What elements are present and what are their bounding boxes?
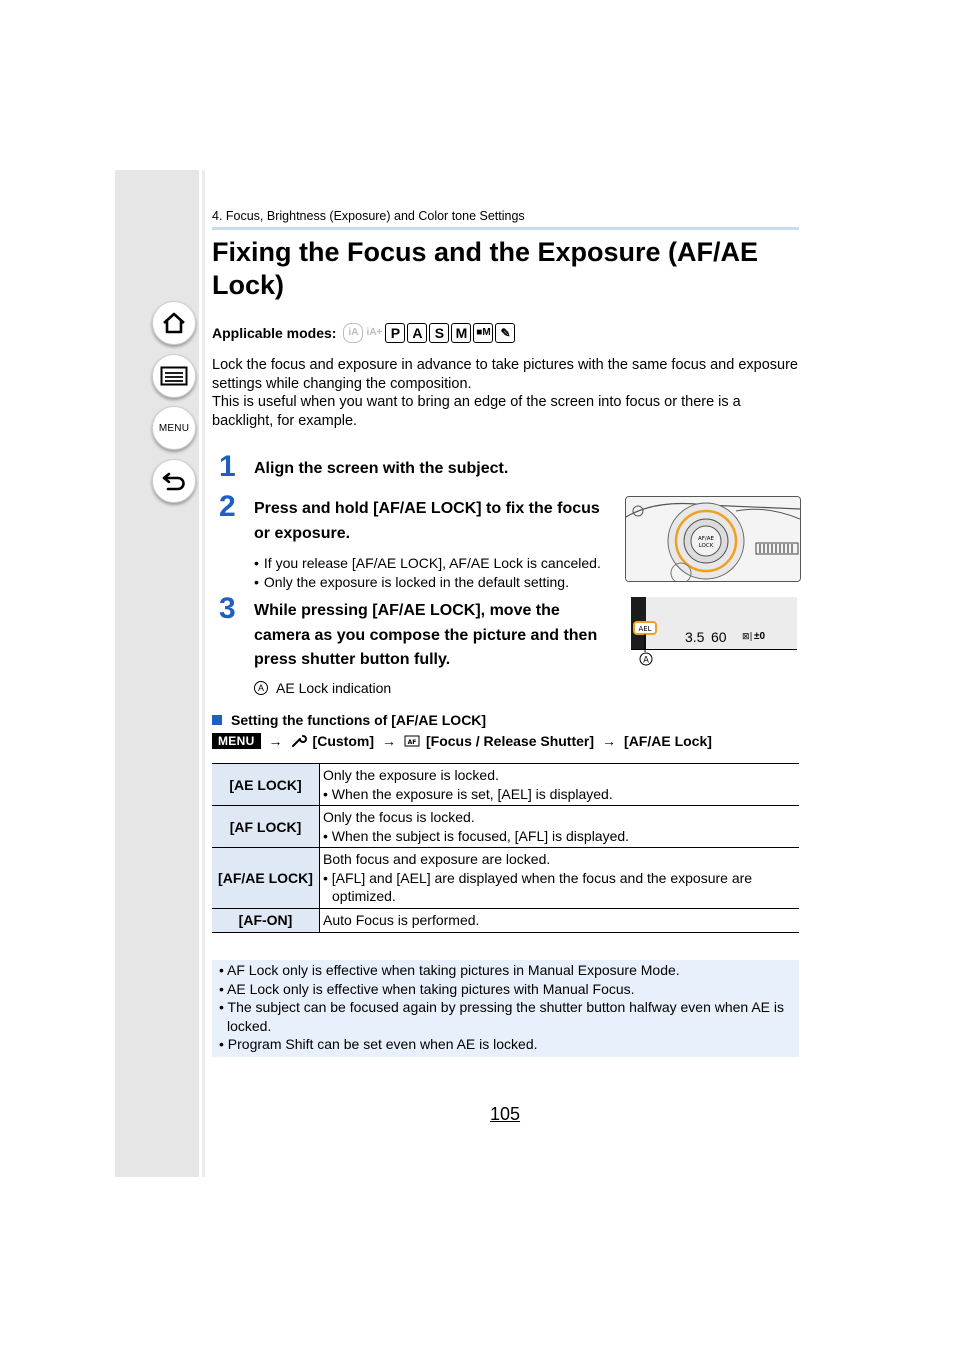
af-ae-lock-button-illustration <box>625 496 801 582</box>
ae-lock-screen-illustration <box>631 597 797 666</box>
table-row <box>212 806 799 848</box>
aperture-value: 3.5 <box>685 629 705 645</box>
note-item: • The subject can be focused again by pressing the shutter button halfway even when AE is locked. <box>219 999 785 1034</box>
wrench-icon <box>291 734 307 748</box>
ael-indicator: AEL <box>638 625 652 633</box>
step-1-text: Align the screen with the subject. <box>254 460 509 477</box>
page-number: 105 <box>490 1104 521 1124</box>
menu-path-focus-release: [Focus / Release Shutter] <box>425 733 595 749</box>
focus-menu-icon <box>404 734 420 748</box>
mode-movie-m-icon: ■M <box>473 323 493 343</box>
screen-marker: A <box>643 655 649 666</box>
home-button[interactable] <box>152 301 196 345</box>
contents-button[interactable] <box>152 354 196 398</box>
menu-path-af-ae-lock: [AF/AE Lock] <box>624 733 712 749</box>
square-bullet-icon <box>212 715 222 725</box>
menu-label: MENU <box>158 422 190 434</box>
note-item: • AE Lock only is effective when taking pictures with Manual Focus. <box>219 980 635 997</box>
table-value-note: • [AFL] and [AEL] are displayed when the focus and the exposure are optimized. <box>323 869 753 904</box>
button-label-line-1: AF/AE <box>697 536 715 542</box>
shutter-value: 60 <box>711 629 727 645</box>
step-2-bullet-2: • Only the exposure is locked in the default setting. <box>254 574 569 590</box>
table-key: [AF-ON] <box>212 908 320 932</box>
settings-table <box>212 763 799 933</box>
menu-path-custom: [Custom] <box>312 733 374 749</box>
applicable-modes <box>212 323 515 343</box>
intro-paragraph-1: Lock the focus and exposure in advance to take pictures with the same focus and exposure settings while changing the composition. <box>212 357 798 392</box>
mode-a-icon: A <box>407 323 427 343</box>
breadcrumb-rule <box>212 227 799 230</box>
button-label-line-2: LOCK <box>698 543 714 549</box>
breadcrumb: 4. Focus, Brightness (Exposure) and Color tone Settings <box>212 209 525 223</box>
exposure-value: ±0 <box>754 631 766 642</box>
list-icon <box>160 366 188 386</box>
sidebar-divider <box>202 170 205 1177</box>
menu-badge: MENU <box>212 733 261 749</box>
menu-list-button[interactable] <box>152 406 196 450</box>
notes-box <box>212 960 799 1057</box>
applicable-modes-label: Applicable modes: <box>212 325 337 341</box>
note-item: • AF Lock only is effective when taking pictures in Manual Exposure Mode. <box>219 962 680 978</box>
step-2-text: Press and hold [AF/AE LOCK] to fix the focus or exposure. <box>254 500 600 542</box>
menu-path <box>212 733 712 749</box>
mode-p-icon: P <box>385 323 405 343</box>
svg-text:AF: AF <box>407 739 417 746</box>
table-key: [AF LOCK] <box>212 806 320 848</box>
mode-creative-icon: ✎ <box>495 323 515 343</box>
mode-ia-icon: iA <box>343 323 363 343</box>
menu-path-arrow: → <box>602 733 617 749</box>
table-value: Both focus and exposure are locked. <box>323 851 551 867</box>
section-heading: Setting the functions of [AF/AE LOCK] <box>212 712 486 728</box>
back-arrow-icon <box>161 470 187 492</box>
ae-lock-annotation <box>254 680 391 696</box>
page-title: Fixing the Focus and the Exposure (AF/AE Lock) <box>212 237 759 300</box>
step-2-number: 2 <box>219 490 236 523</box>
step-1-number: 1 <box>219 450 236 483</box>
table-row <box>212 908 799 932</box>
table-key: [AF/AE LOCK] <box>212 848 320 909</box>
mode-m-icon: M <box>451 323 471 343</box>
step-3-text: While pressing [AF/AE LOCK], move the camera as you compose the picture and then press shutter button fully. <box>254 602 598 668</box>
table-value: Auto Focus is performed. <box>323 911 480 928</box>
svg-text:⊠|: ⊠| <box>742 632 753 642</box>
table-value: Only the exposure is locked. <box>323 767 499 783</box>
annotation-text: AE Lock indication <box>276 680 392 696</box>
menu-path-arrow: → <box>381 733 396 749</box>
table-row <box>212 848 799 909</box>
table-key: [AE LOCK] <box>212 764 320 806</box>
mode-s-icon: S <box>429 323 449 343</box>
home-icon <box>161 311 187 335</box>
step-3-number: 3 <box>219 592 236 625</box>
table-value-note: • When the exposure is set, [AEL] is displayed. <box>323 785 613 802</box>
mode-ia-plus-icon: iA+ <box>366 327 383 338</box>
back-button[interactable] <box>152 459 196 503</box>
table-value: Only the focus is locked. <box>323 809 475 825</box>
table-value-note: • When the subject is focused, [AFL] is displayed. <box>323 827 630 844</box>
menu-path-arrow: → <box>268 733 283 749</box>
intro-paragraph-2: This is useful when you want to bring an edge of the screen into focus or there is a backlight, for example. <box>212 394 741 429</box>
note-item: • Program Shift can be set even when AE is locked. <box>219 1036 538 1052</box>
annotation-marker: A <box>254 681 268 695</box>
table-row <box>212 764 799 806</box>
step-2-bullet-1: • If you release [AF/AE LOCK], AF/AE Lock is canceled. <box>254 555 601 571</box>
